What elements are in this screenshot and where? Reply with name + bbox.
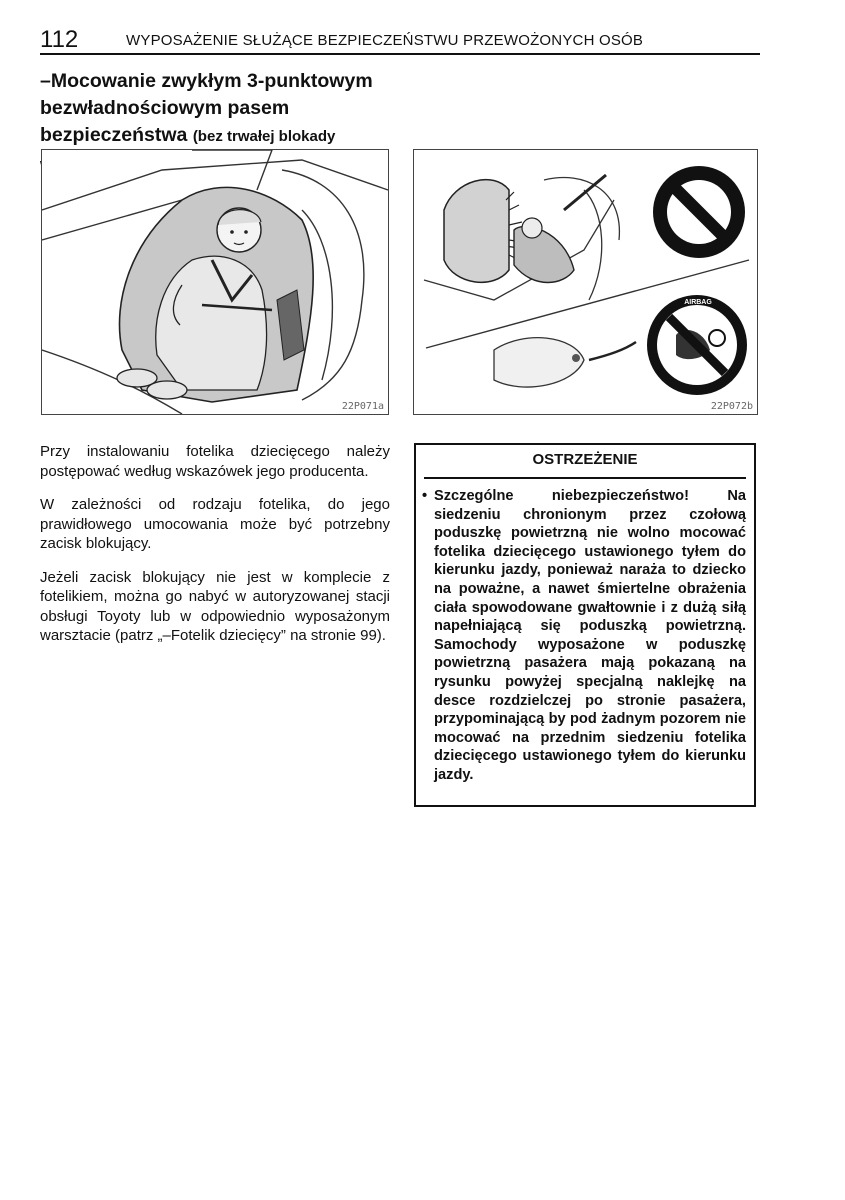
paragraph: Przy instalowaniu fotelika dziecięcego należy postępować według wskazówek jego producenta. bbox=[40, 443, 390, 480]
child-seat-drawing bbox=[42, 150, 388, 414]
warning-title: OSTRZEŻENIE bbox=[532, 451, 638, 468]
warning-body: Szczególne niebezpieczeństwo! Na siedzeniu chronionym przez czołową poduszkę powietrzną nie wolno mocować fotelika dziecięcego ustawionego tyłem do kierunku jazdy, ponieważ naraża to dziecko na poważne, a nawet śmiertelne obrażenia ciała spowodowane gwałtownie i z dużą siłą napełniającą się poduszką powietrzną. Samochody wyposażone w poduszkę powietrzną pasażera mają pokazaną na rysunku powyżej specjalną naklejkę na desce rozdzielczej po stronie pasażera, przypominającą by pod żadnym pozorem nie mocować na przednim siedzeniu fotelika dziecięcego ustawionego tyłem do kierunku jazdy. bbox=[434, 488, 746, 783]
warning-text bbox=[422, 487, 746, 785]
header-rule bbox=[40, 53, 760, 55]
paragraph: Jeżeli zacisk blokujący nie jest w komplecie z fotelikiem, można go nabyć w autoryzowanej stacji obsługi Toyoty lub w odpowiednio wyposażonym warsztacie (patrz „–Fotelik dziecięcy” na stronie 99). bbox=[40, 568, 390, 644]
heading-sub: (bez trwałej blokady bbox=[192, 128, 336, 145]
paragraph: W zależności od rodzaju fotelika, do jego prawidłowego umocowania może być potrzebny zacisk blokujący. bbox=[40, 496, 390, 552]
figure-code: 22P071a bbox=[341, 401, 384, 412]
bullet-icon: • bbox=[422, 488, 428, 504]
section-title: WYPOSAŻENIE SŁUŻĄCE BEZPIECZEŃSTWU PRZEWOŻONYCH OSÓB bbox=[126, 32, 644, 49]
page-header bbox=[40, 26, 760, 56]
page-number: 112 bbox=[40, 26, 79, 53]
body-text bbox=[40, 442, 390, 660]
warning-rule bbox=[424, 477, 746, 479]
airbag-warning-illustration bbox=[413, 149, 758, 415]
figure-code: 22P072b bbox=[710, 401, 753, 412]
airbag-sticker-label: AIRBAG bbox=[684, 299, 712, 306]
warning-box bbox=[414, 443, 756, 807]
heading-main: –Mocowanie zwykłym 3-punktowym bezwładnościowym pasem bezpieczeństwa bbox=[40, 70, 373, 146]
child-seat-illustration bbox=[41, 149, 389, 415]
airbag-drawing bbox=[414, 150, 757, 414]
